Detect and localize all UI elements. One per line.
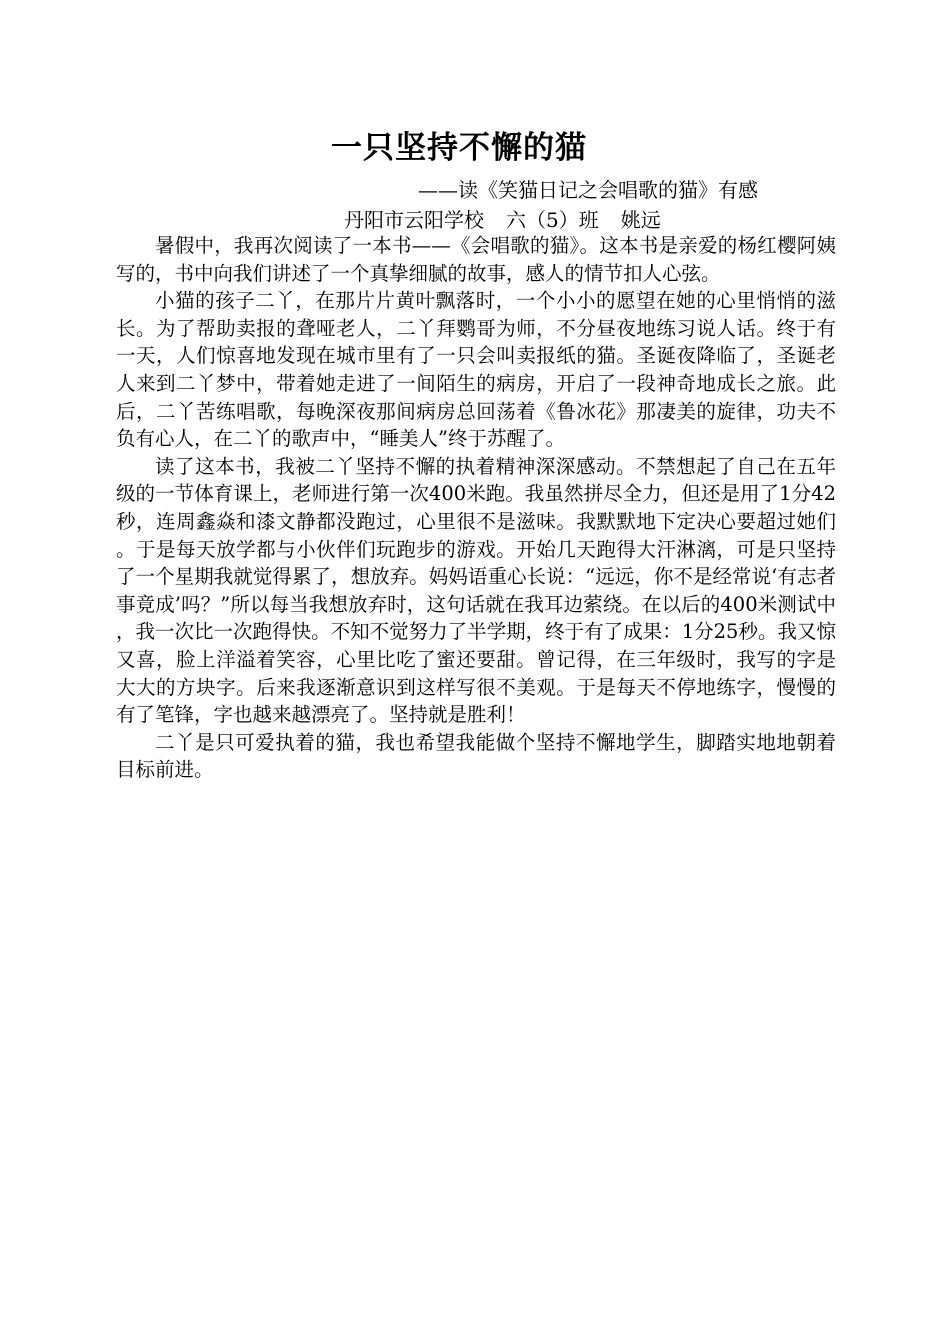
document-subtitle: ——读《笑猫日记之会唱歌的猫》有感 (418, 178, 758, 202)
document-body (116, 232, 836, 784)
author-class: 六（5）班 (506, 208, 599, 232)
author-name: 姚远 (620, 208, 661, 232)
paragraph: 二丫是只可爱执着的猫，我也希望我能做个坚持不懈地学生，脚踏实地地朝着目标前进。 (116, 730, 836, 782)
paragraph: 暑假中，我再次阅读了一本书——《会唱歌的猫》。这本书是亲爱的杨红樱阿姨写的，书中向我们讲述了一个真挚细腻的故事，感人的情节扣人心弦。 (116, 234, 836, 285)
document-title: 一只坚持不懈的猫 (331, 130, 587, 166)
paragraph: 读了这本书，我被二丫坚持不懈的执着精神深深感动。不禁想起了自己在五年级的一节体育课上，老师进行第一次400米跑。我虽然拼尽全力，但还是用了1分42秒，连周鑫焱和漆文静都没跑过，心里很不是滋味。我默默地下定决心要超过她们。于是每天放学都与小伙伴们玩跑步的游戏。开始几天跑得大汗淋漓，可是只坚持了一个星期我就觉得累了，想放弃。妈妈语重心长说：“远远，你不是经常说‘有志者事竟成’吗？”所以每当我想放弃时，这句话就在我耳边萦绕。在以后的400米测试中，我一次比一次跑得快。不知不觉努力了半学期，终于有了成果：1分25秒。我又惊又喜，脸上洋溢着笑容，心里比吃了蜜还要甜。曾记得，在三年级时，我写的字是大大的方块字。后来我逐渐意识到这样写很不美观。于是每天不停地练字，慢慢的有了笔锋，字也越来越漂亮了。坚持就是胜利！ (116, 454, 836, 727)
author-school: 丹阳市云阳学校 (344, 208, 484, 232)
paragraph: 小猫的孩子二丫，在那片片黄叶飘落时，一个小小的愿望在她的心里悄悄的滋长。为了帮助卖报的聋哑老人，二丫拜鹦哥为师，不分昼夜地练习说人话。终于有一天，人们惊喜地发现在城市里有了一只会叫卖报纸的猫。圣诞夜降临了，圣诞老人来到二丫梦中，带着她走进了一间陌生的病房，开启了一段神奇地成长之旅。此后，二丫苦练唱歌，每晚深夜那间病房总回荡着《鲁冰花》那凄美的旋律，功夫不负有心人，在二丫的歌声中，“睡美人”终于苏醒了。 (116, 289, 836, 451)
author-line (344, 206, 864, 234)
